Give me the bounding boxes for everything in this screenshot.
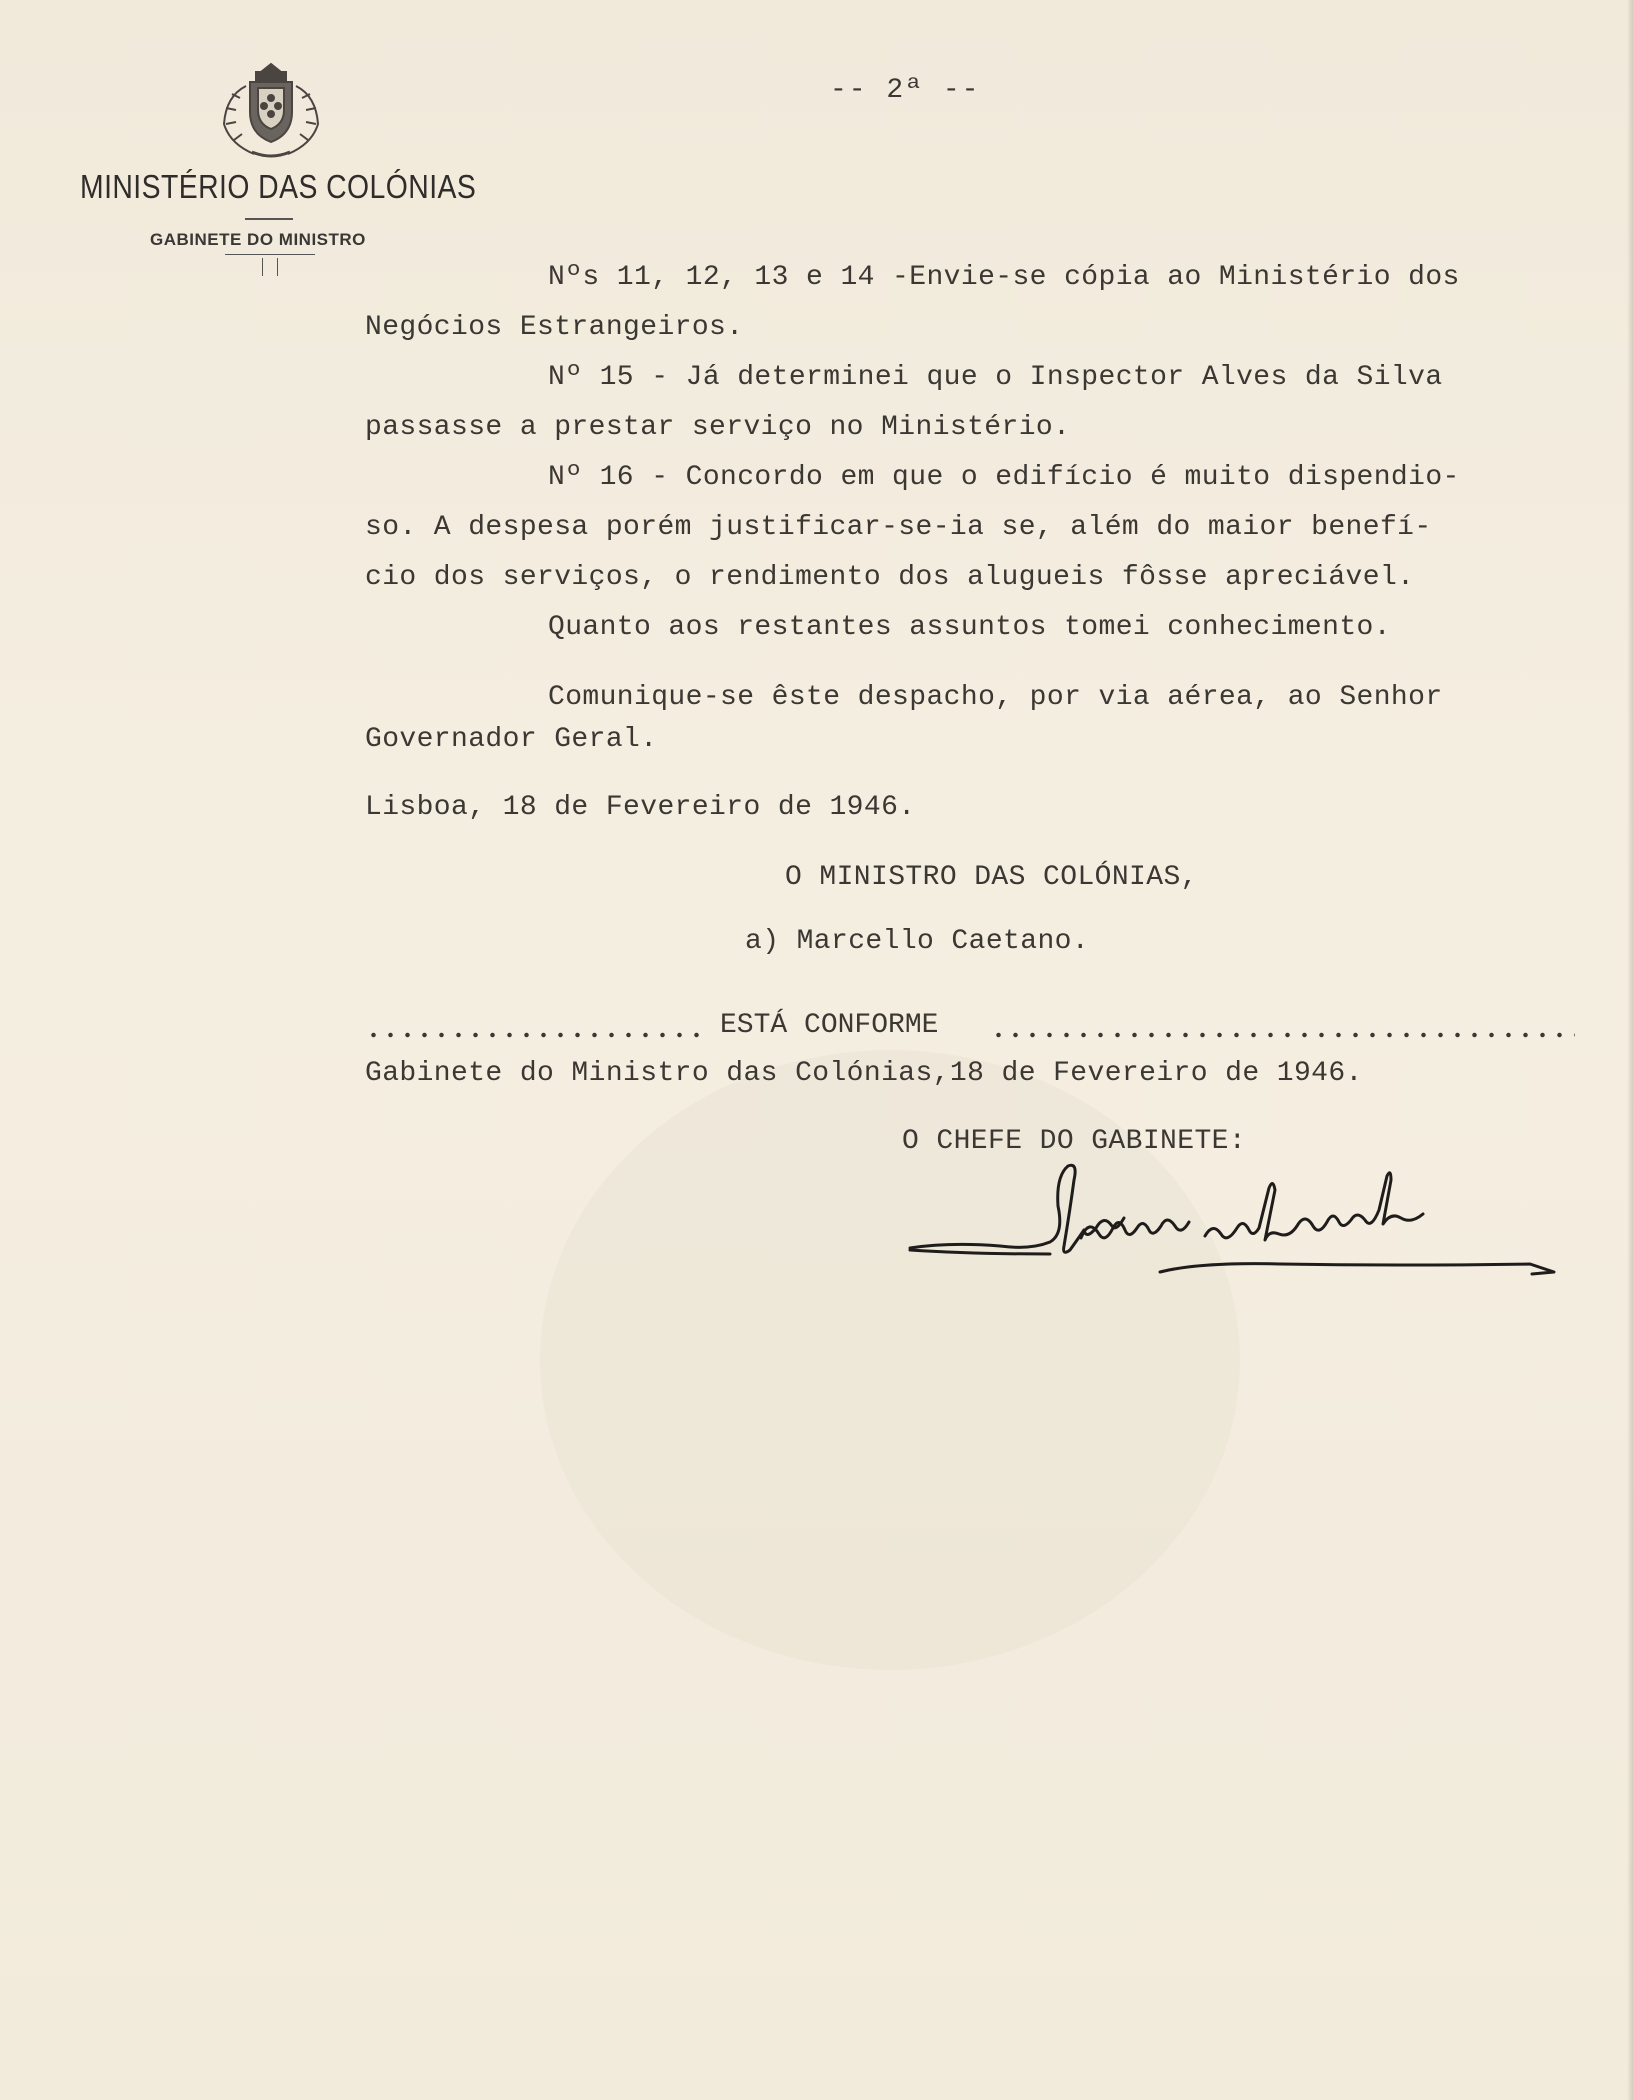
page-number: -- 2ª -- bbox=[830, 75, 981, 106]
signature bbox=[905, 1160, 1565, 1310]
paragraph-line: Quanto aos restantes assuntos tomei conhecimento. bbox=[548, 612, 1391, 643]
conforme-label: ESTÁ CONFORME bbox=[720, 1010, 939, 1041]
paragraph-line: Nº 15 - Já determinei que o Inspector Alves da Silva bbox=[548, 362, 1443, 393]
divider bbox=[245, 218, 293, 220]
paragraph-line: so. A despesa porém justificar-se-ia se, além do maior benefí- bbox=[365, 512, 1432, 543]
certification-line bbox=[365, 1010, 1575, 1044]
divider bbox=[225, 254, 315, 255]
divider-ticks bbox=[262, 258, 278, 276]
chief-title: O CHEFE DO GABINETE: bbox=[902, 1126, 1247, 1157]
paragraph-line: Governador Geral. bbox=[365, 724, 658, 755]
place-date-line: Gabinete do Ministro das Colónias,18 de Fevereiro de 1946. bbox=[365, 1058, 1363, 1089]
paragraph-line: Nº 16 - Concordo em que o edifício é muito dispendio- bbox=[548, 462, 1460, 493]
paragraph-line: passasse a prestar serviço no Ministério. bbox=[365, 412, 1071, 443]
paragraph-line: Negócios Estrangeiros. bbox=[365, 312, 744, 343]
paragraph-line: cio dos serviços, o rendimento dos alugueis fôsse apreciável. bbox=[365, 562, 1415, 593]
dot-leader bbox=[990, 1032, 1575, 1038]
minister-name: a) Marcello Caetano. bbox=[745, 926, 1090, 957]
coat-of-arms-icon bbox=[212, 58, 330, 162]
cabinet-title: GABINETE DO MINISTRO bbox=[150, 230, 366, 249]
paragraph-line: Nºs 11, 12, 13 e 14 -Envie-se cópia ao Ministério dos bbox=[548, 262, 1460, 293]
minister-title: O MINISTRO DAS COLÓNIAS, bbox=[785, 862, 1198, 893]
date-line: Lisboa, 18 de Fevereiro de 1946. bbox=[365, 792, 916, 823]
ministry-title: MINISTÉRIO DAS COLÓNIAS bbox=[80, 168, 477, 205]
paragraph-line: Comunique-se êste despacho, por via aérea, ao Senhor bbox=[548, 682, 1443, 713]
dot-leader bbox=[365, 1032, 710, 1038]
